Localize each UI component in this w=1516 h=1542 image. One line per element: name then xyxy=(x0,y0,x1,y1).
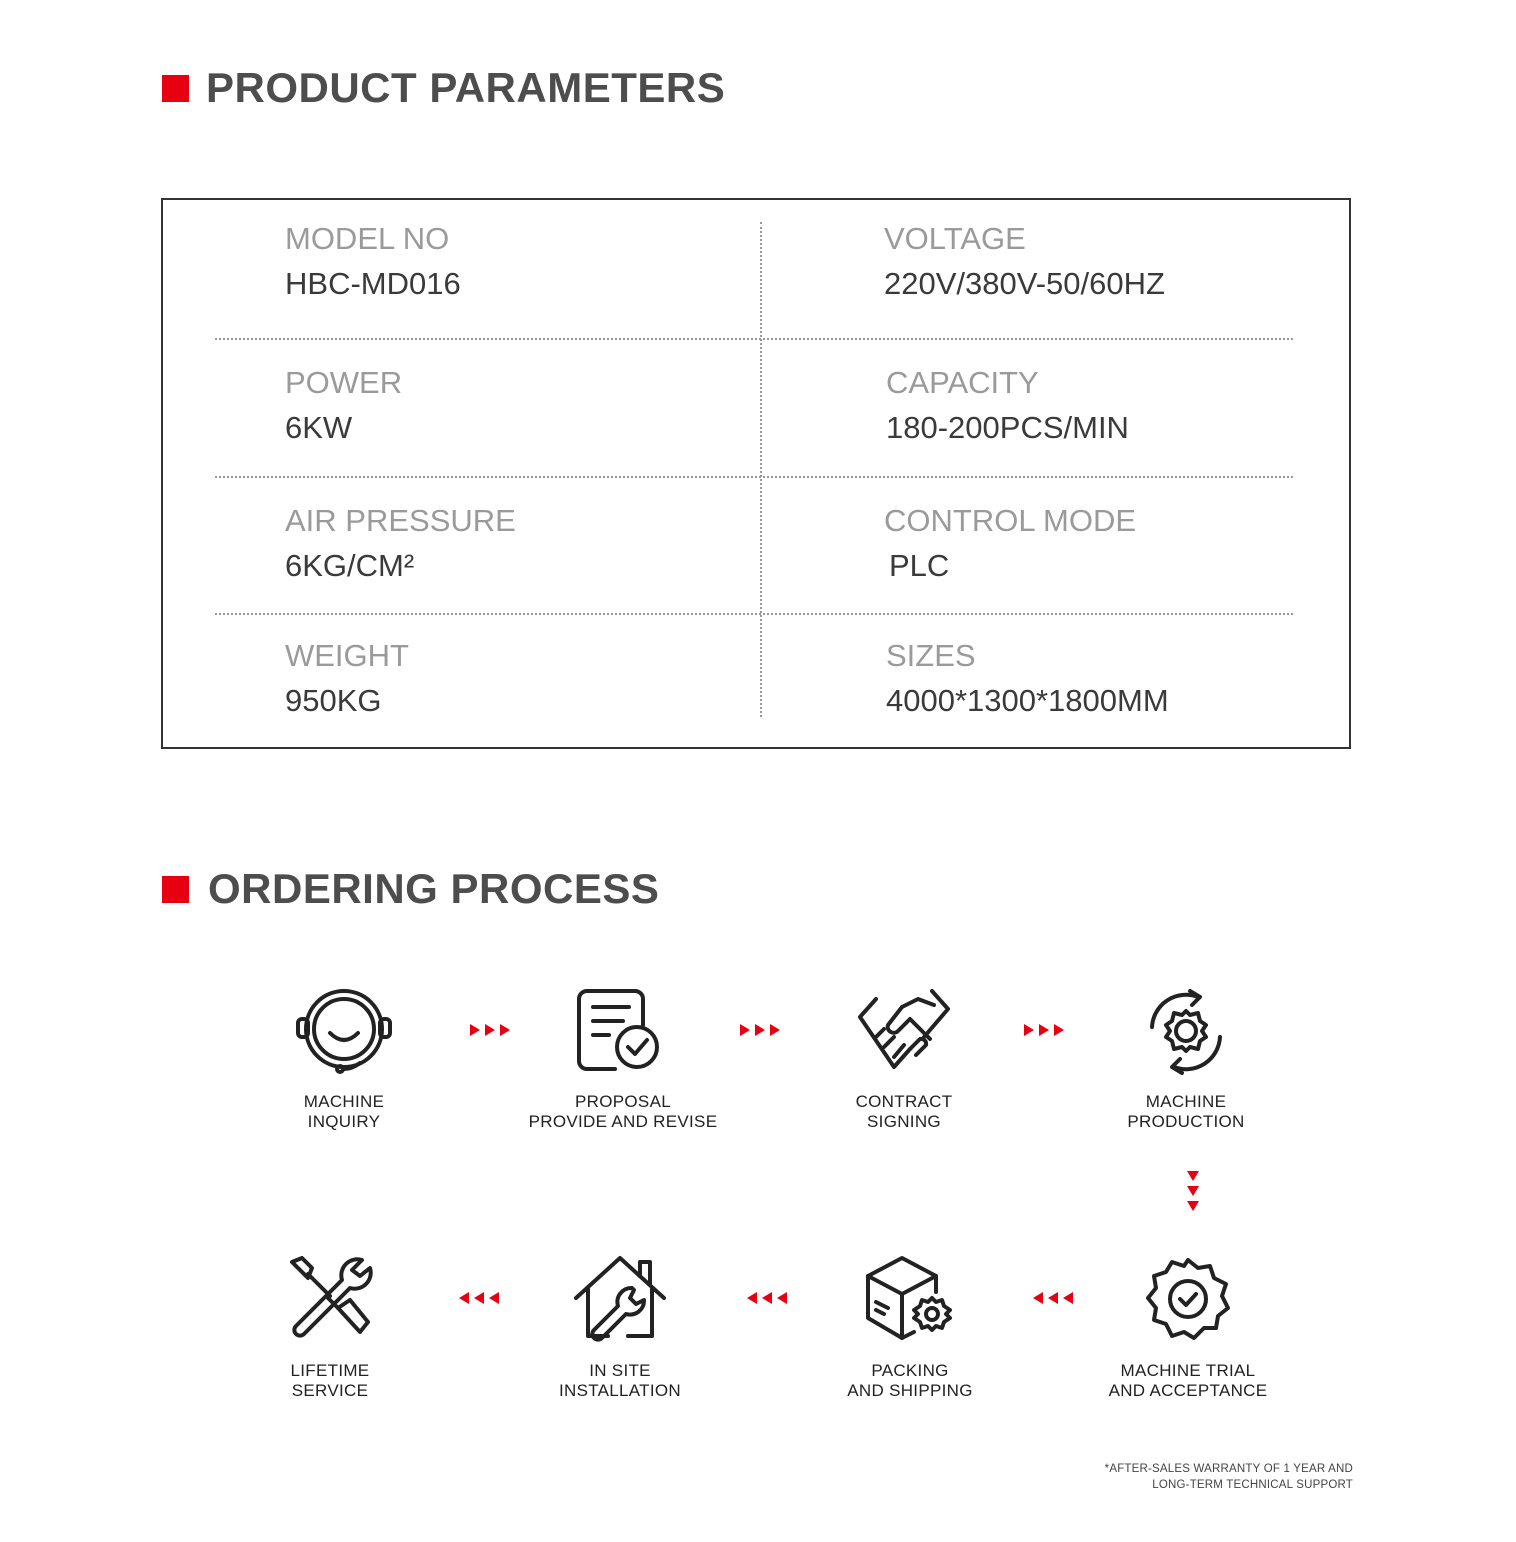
house-wrench-icon xyxy=(570,1252,670,1347)
arrow-right-icon xyxy=(468,1022,512,1038)
step-machine-inquiry xyxy=(214,985,474,1132)
document-check-icon xyxy=(573,985,673,1080)
param-capacity xyxy=(886,364,1129,447)
param-air-pressure xyxy=(285,502,516,585)
param-value: 950KG xyxy=(285,683,382,718)
param-value: HBC-MD016 xyxy=(285,266,461,301)
arrow-right-icon xyxy=(1022,1022,1066,1038)
step-label: MACHINE PRODUCTION xyxy=(1127,1092,1245,1131)
red-square-marker xyxy=(162,75,189,102)
column-divider xyxy=(760,222,762,717)
step-packing-shipping xyxy=(780,1252,1040,1401)
param-power xyxy=(285,364,402,447)
handshake-icon xyxy=(854,985,954,1080)
param-label: VOLTAGE xyxy=(884,221,1026,256)
step-label: IN SITE INSTALLATION xyxy=(559,1361,681,1400)
param-label: POWER xyxy=(285,365,403,400)
param-label: SIZES xyxy=(886,638,976,673)
param-label: WEIGHT xyxy=(285,638,409,673)
arrow-right-icon xyxy=(738,1022,782,1038)
step-label: CONTRACT SIGNING xyxy=(855,1092,953,1131)
headset-icon xyxy=(294,985,394,1080)
ordering-title: ORDERING PROCESS xyxy=(208,865,660,912)
step-proposal xyxy=(493,985,753,1132)
parameters-heading xyxy=(162,64,725,112)
arrow-left-icon xyxy=(457,1290,501,1306)
step-label: LIFETIME SERVICE xyxy=(290,1361,370,1400)
step-installation xyxy=(490,1252,750,1401)
param-value: 220V/380V-50/60HZ xyxy=(884,266,1165,301)
parameters-title: PRODUCT PARAMETERS xyxy=(206,64,726,111)
param-value: 4000*1300*1800MM xyxy=(886,683,1169,718)
step-label: MACHINE TRIAL AND ACCEPTANCE xyxy=(1108,1361,1268,1400)
param-voltage xyxy=(884,220,1165,303)
footnote-line: *AFTER-SALES WARRANTY OF 1 YEAR AND xyxy=(1104,1463,1353,1475)
param-value: 6KG/CM² xyxy=(285,548,415,583)
warranty-footnote xyxy=(1105,1461,1353,1493)
step-label: PACKING AND SHIPPING xyxy=(847,1361,973,1400)
red-square-marker xyxy=(162,876,189,903)
param-value: 6KW xyxy=(285,410,353,445)
param-sizes xyxy=(886,637,1169,720)
param-label: MODEL NO xyxy=(285,221,450,256)
ordering-heading xyxy=(162,865,659,913)
row-divider xyxy=(215,338,1293,340)
step-machine-production xyxy=(1056,985,1316,1132)
param-weight xyxy=(285,637,409,720)
param-control-mode xyxy=(884,502,1136,585)
row-divider xyxy=(215,613,1293,615)
param-label: CONTROL MODE xyxy=(884,503,1137,538)
footnote-line: LONG-TERM TECHNICAL SUPPORT xyxy=(1152,1479,1353,1491)
box-gear-icon xyxy=(860,1252,960,1347)
step-lifetime-service xyxy=(200,1252,460,1401)
arrow-left-icon xyxy=(1031,1290,1075,1306)
param-label: AIR PRESSURE xyxy=(285,503,516,538)
step-label: MACHINE INQUIRY xyxy=(303,1092,385,1131)
tools-icon xyxy=(280,1252,380,1347)
param-value: 180-200PCS/MIN xyxy=(886,410,1129,445)
step-contract-signing xyxy=(774,985,1034,1132)
param-model-no xyxy=(285,220,461,303)
param-label: CAPACITY xyxy=(886,365,1039,400)
badge-check-icon xyxy=(1138,1252,1238,1347)
arrow-left-icon xyxy=(745,1290,789,1306)
row-divider xyxy=(215,476,1293,478)
step-label: PROPOSAL PROVIDE AND REVISE xyxy=(528,1092,718,1131)
step-machine-trial xyxy=(1058,1252,1318,1401)
param-value: PLC xyxy=(889,548,950,583)
gear-cycle-icon xyxy=(1136,985,1236,1080)
arrow-down-icon xyxy=(1185,1169,1201,1213)
parameters-table xyxy=(161,198,1351,749)
